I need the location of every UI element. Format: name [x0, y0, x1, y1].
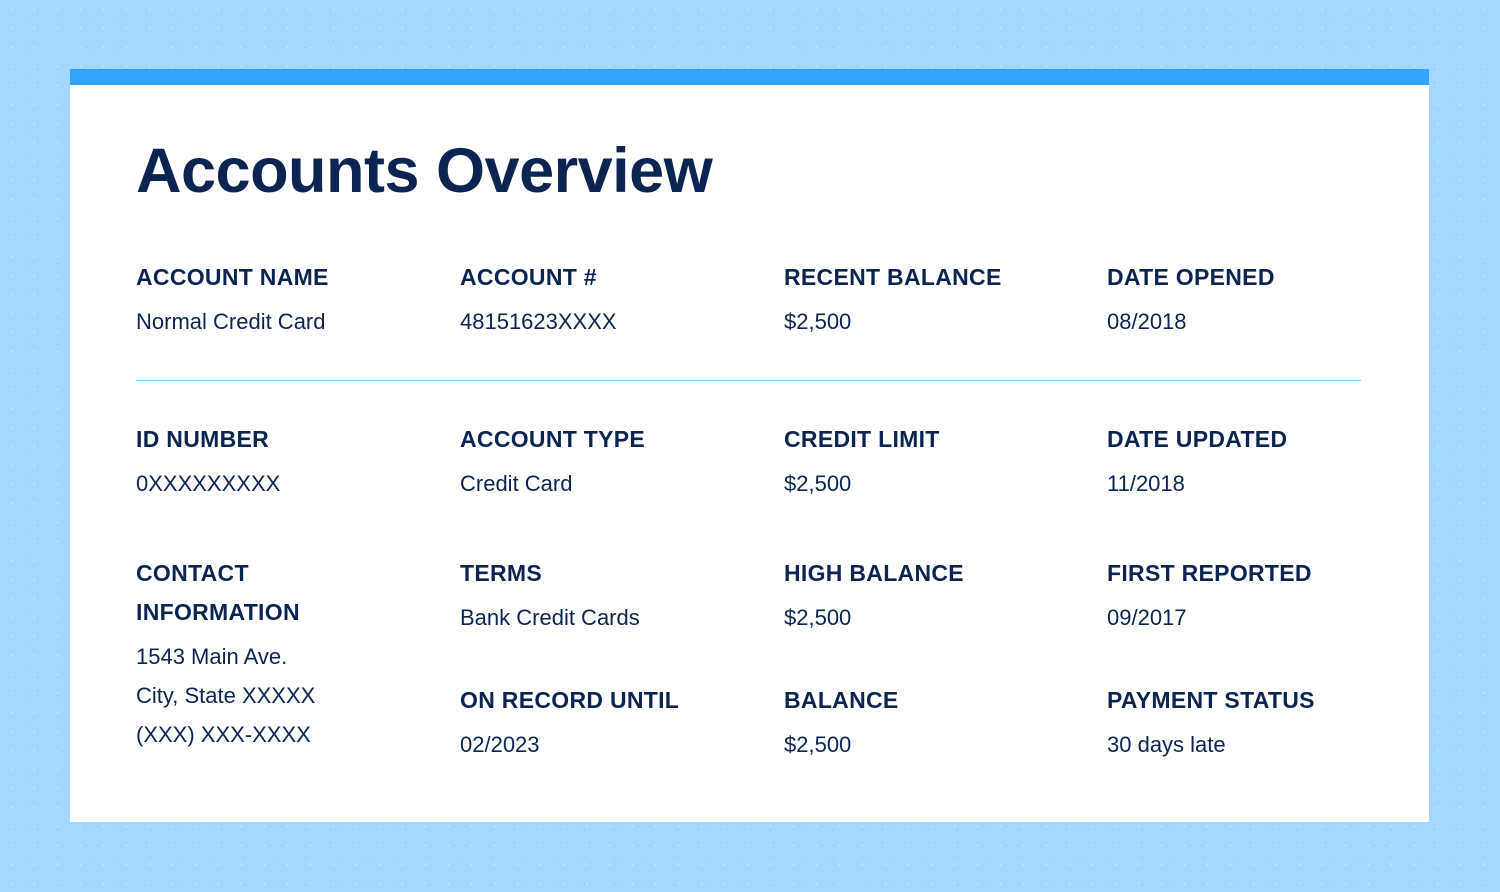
field-value: 30 days late [1107, 732, 1226, 757]
field-label: CREDIT LIMIT [784, 426, 940, 452]
field-value: 02/2023 [460, 732, 540, 757]
field-payment-status [1107, 681, 1407, 764]
field-value: $2,500 [784, 471, 852, 496]
field-label: ACCOUNT # [460, 264, 597, 290]
field-date-opened [1107, 258, 1407, 341]
card-accent-bar [70, 69, 1429, 85]
page-title: Accounts Overview [136, 136, 713, 206]
address-line-1: 1543 Main Ave. [136, 644, 288, 669]
section-divider [136, 380, 1361, 381]
address-line-2: City, State XXXXX [136, 683, 316, 708]
field-label-line1: CONTACT [136, 560, 249, 586]
field-value: Normal Credit Card [136, 309, 326, 334]
field-value: $2,500 [784, 309, 852, 334]
field-label: HIGH BALANCE [784, 560, 964, 586]
field-label: ID NUMBER [136, 426, 270, 452]
field-credit-limit [784, 420, 1084, 503]
field-balance [784, 681, 1084, 764]
field-value: Credit Card [460, 471, 573, 496]
field-value: 09/2017 [1107, 605, 1187, 630]
field-label: ACCOUNT TYPE [460, 426, 646, 452]
field-label: TERMS [460, 560, 542, 586]
field-high-balance [784, 554, 1084, 637]
field-terms [460, 554, 760, 637]
field-account-number [460, 258, 760, 341]
field-label: ACCOUNT NAME [136, 264, 329, 290]
field-label-line2: INFORMATION [136, 599, 300, 625]
field-value: 0XXXXXXXXX [136, 471, 281, 496]
field-value: 11/2018 [1107, 471, 1185, 496]
field-label: PAYMENT STATUS [1107, 687, 1315, 713]
field-label: BALANCE [784, 687, 899, 713]
field-contact-information [136, 554, 436, 754]
field-label: DATE OPENED [1107, 264, 1275, 290]
field-label: ON RECORD UNTIL [460, 687, 680, 713]
field-label: DATE UPDATED [1107, 426, 1288, 452]
field-label: FIRST REPORTED [1107, 560, 1312, 586]
field-recent-balance [784, 258, 1084, 341]
field-id-number [136, 420, 436, 503]
field-value: $2,500 [784, 605, 852, 630]
field-value: 48151623XXXX [460, 309, 617, 334]
field-first-reported [1107, 554, 1407, 637]
contact-phone: (XXX) XXX-XXXX [136, 722, 311, 747]
field-value: $2,500 [784, 732, 852, 757]
field-value: 08/2018 [1107, 309, 1187, 334]
field-account-name [136, 258, 436, 341]
accounts-overview-card [70, 69, 1429, 822]
field-value: Bank Credit Cards [460, 605, 640, 630]
field-on-record-until [460, 681, 760, 764]
field-account-type [460, 420, 760, 503]
field-date-updated [1107, 420, 1407, 503]
field-label: RECENT BALANCE [784, 264, 1002, 290]
contact-address [136, 637, 436, 754]
